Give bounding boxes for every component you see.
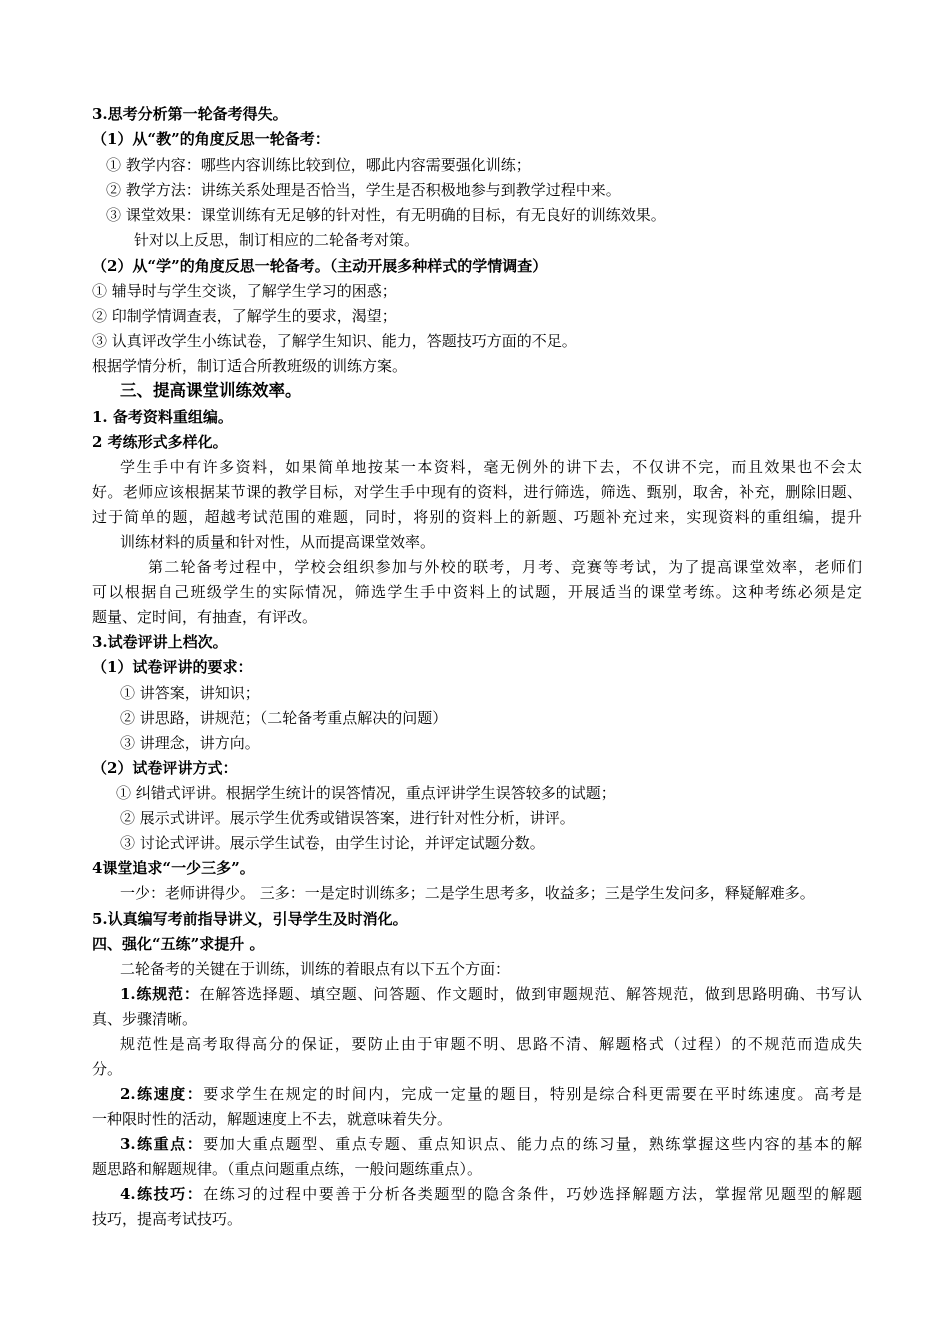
line-text: 4课堂追求“一少三多”。	[92, 859, 255, 877]
line-text: ③ 课堂效果：课堂训练有无足够的针对性，有无明确的目标，有无良好的训练效果。	[106, 206, 666, 224]
line-text: 分。	[92, 1060, 123, 1078]
line-text: ② 教学方法：讲练关系处理是否恰当，学生是否积极地参与到教学过程中来。	[106, 181, 621, 199]
line-text: 二轮备考的关键在于训练，训练的着眼点有以下五个方面：	[120, 960, 511, 978]
text-line	[92, 758, 237, 778]
text-line	[92, 582, 862, 602]
text-line	[120, 733, 260, 753]
item-lead: 3.练重点：	[120, 1135, 204, 1153]
line-text: 四、强化“五练”求提升 。	[92, 935, 265, 953]
text-line	[106, 155, 531, 175]
text-line	[106, 180, 621, 200]
text-line	[92, 281, 397, 301]
line-text: 题量、定时间，有抽查，有评改。	[92, 608, 318, 626]
line-text: 5.认真编写考前指导讲义，引导学生及时消化。	[92, 910, 408, 928]
text-line	[148, 557, 862, 577]
text-line	[92, 1009, 197, 1029]
line-text: 可以根据自己班级学生的实际情况，筛选学生手中资料上的试题，开展适当的课堂考练。这种考练必须是定	[92, 583, 862, 601]
line-text: 一少：老师讲得少。 三多：一是定时训练多；二是学生思考多，收益多；三是学生发问多，释疑解难多。	[120, 884, 815, 902]
text-line	[120, 1184, 862, 1204]
line-text: 好。老师应该根据某节课的教学目标，对学生手中现有的资料，进行筛选，筛选、甄别，取舍，补充，删除旧题、	[92, 483, 862, 501]
line-text: ③ 讲理念，讲方向。	[120, 734, 260, 752]
text-line	[120, 381, 302, 401]
line-text: 要求学生在规定的时间内，完成一定量的题目，特别是综合科更需要在平时练速度。高考是	[203, 1085, 862, 1103]
text-line	[92, 1059, 122, 1079]
text-line	[106, 205, 666, 225]
text-line	[92, 1159, 482, 1179]
text-line	[120, 959, 510, 979]
text-line	[92, 858, 255, 878]
text-line	[120, 1134, 862, 1154]
line-text: 1. 备考资料重组编。	[92, 408, 233, 426]
text-line	[120, 1084, 862, 1104]
line-text: 3.思考分析第一轮备考得失。	[92, 105, 288, 123]
text-line	[92, 432, 228, 452]
line-text: ① 讲答案，讲知识；	[120, 684, 260, 702]
text-line	[120, 883, 815, 903]
text-line	[120, 984, 862, 1004]
line-text: 在解答选择题、填空题、问答题、作文题时，做到审题规范、解答规范，做到思路明确、书写认	[199, 985, 862, 1003]
line-text: ② 展示式讲评。展示学生优秀或错误答案，进行针对性分析，讲评。	[120, 809, 575, 827]
line-text: （2）从“学”的角度反思一轮备考。（主动开展多种样式的学情调查）	[92, 257, 548, 275]
line-text: 一种限时性的活动，解题速度上不去，就意味着失分。	[92, 1110, 453, 1128]
text-line	[92, 306, 397, 326]
item-lead: 1.练规范：	[120, 985, 200, 1003]
text-line	[120, 457, 862, 477]
text-line	[120, 833, 545, 853]
text-line	[92, 331, 577, 351]
text-line	[92, 507, 862, 527]
line-text: 2 考练形式多样化。	[92, 433, 228, 451]
line-text: 技巧，提高考试技巧。	[92, 1210, 243, 1228]
text-line	[120, 708, 447, 728]
text-line	[120, 808, 575, 828]
line-text: 真、步骤清晰。	[92, 1010, 198, 1028]
line-text: 针对以上反思，制订相应的二轮备考对策。	[134, 231, 420, 249]
line-text: 规范性是高考取得高分的保证，要防止由于审题不明、思路不清、解题格式（过程）的不规范而造成失	[120, 1035, 862, 1053]
line-text: ③ 讨论式评讲。展示学生试卷，由学生讨论，并评定试题分数。	[120, 834, 545, 852]
line-text: 3.试卷评讲上档次。	[92, 633, 228, 651]
line-text: （2）试卷评讲方式：	[92, 759, 238, 777]
line-text: 题思路和解题规律。（重点问题重点练，一般问题练重点）。	[92, 1160, 483, 1178]
line-text: ① 辅导时与学生交谈，了解学生学习的困惑；	[92, 282, 397, 300]
item-lead: 2.练速度：	[120, 1085, 204, 1103]
text-line	[92, 356, 407, 376]
text-line	[92, 909, 408, 929]
line-text: ② 讲思路，讲规范；（二轮备考重点解决的问题）	[120, 709, 448, 727]
text-line	[134, 230, 419, 250]
text-line	[92, 1209, 242, 1229]
line-text: 根据学情分析，制订适合所教班级的训练方案。	[92, 357, 408, 375]
text-line	[92, 482, 862, 502]
line-text: ① 纠错式评讲。根据学生统计的误答情况，重点评讲学生误答较多的试题；	[116, 784, 616, 802]
text-line	[92, 607, 317, 627]
item-lead: 4.练技巧：	[120, 1185, 204, 1203]
text-line	[92, 256, 547, 276]
text-line	[92, 129, 330, 149]
line-text: 三、提高课堂训练效率。	[120, 381, 302, 400]
line-text: 在练习的过程中要善于分析各类题型的隐含条件，巧妙选择解题方法，掌握常见题型的解题	[203, 1185, 862, 1203]
text-line	[92, 1109, 452, 1129]
text-line	[120, 1034, 862, 1054]
text-line	[92, 407, 233, 427]
line-text: ③ 认真评改学生小练试卷，了解学生知识、能力，答题技巧方面的不足。	[92, 332, 577, 350]
text-line	[92, 657, 252, 677]
text-line	[92, 104, 288, 124]
line-text: 要加大重点题型、重点专题、重点知识点、能力点的练习量，熟练掌握这些内容的基本的解	[203, 1135, 862, 1153]
line-text: 第二轮备考过程中，学校会组织参加与外校的联考，月考、竞赛等考试，为了提高课堂效率，老师们	[148, 558, 862, 576]
text-line	[92, 632, 228, 652]
text-line	[116, 783, 616, 803]
text-line	[120, 532, 435, 552]
line-text: ① 教学内容：哪些内容训练比较到位，哪此内容需要强化训练；	[106, 156, 531, 174]
text-line	[120, 683, 260, 703]
text-line	[92, 934, 264, 954]
line-text: （1）从“教”的角度反思一轮备考：	[92, 130, 330, 148]
line-text: 训练材料的质量和针对性，从而提高课堂效率。	[120, 533, 436, 551]
line-text: （1）试卷评讲的要求：	[92, 658, 253, 676]
line-text: ② 印制学情调查表，了解学生的要求，渴望；	[92, 307, 397, 325]
line-text: 学生手中有许多资料，如果简单地按某一本资料，毫无例外的讲下去，不仅讲不完，而且效果也不会太	[120, 458, 862, 476]
line-text: 过于简单的题，超越考试范围的难题，同时，将别的资料上的新题、巧题补充过来，实现资料的重组编，提升	[92, 508, 862, 526]
